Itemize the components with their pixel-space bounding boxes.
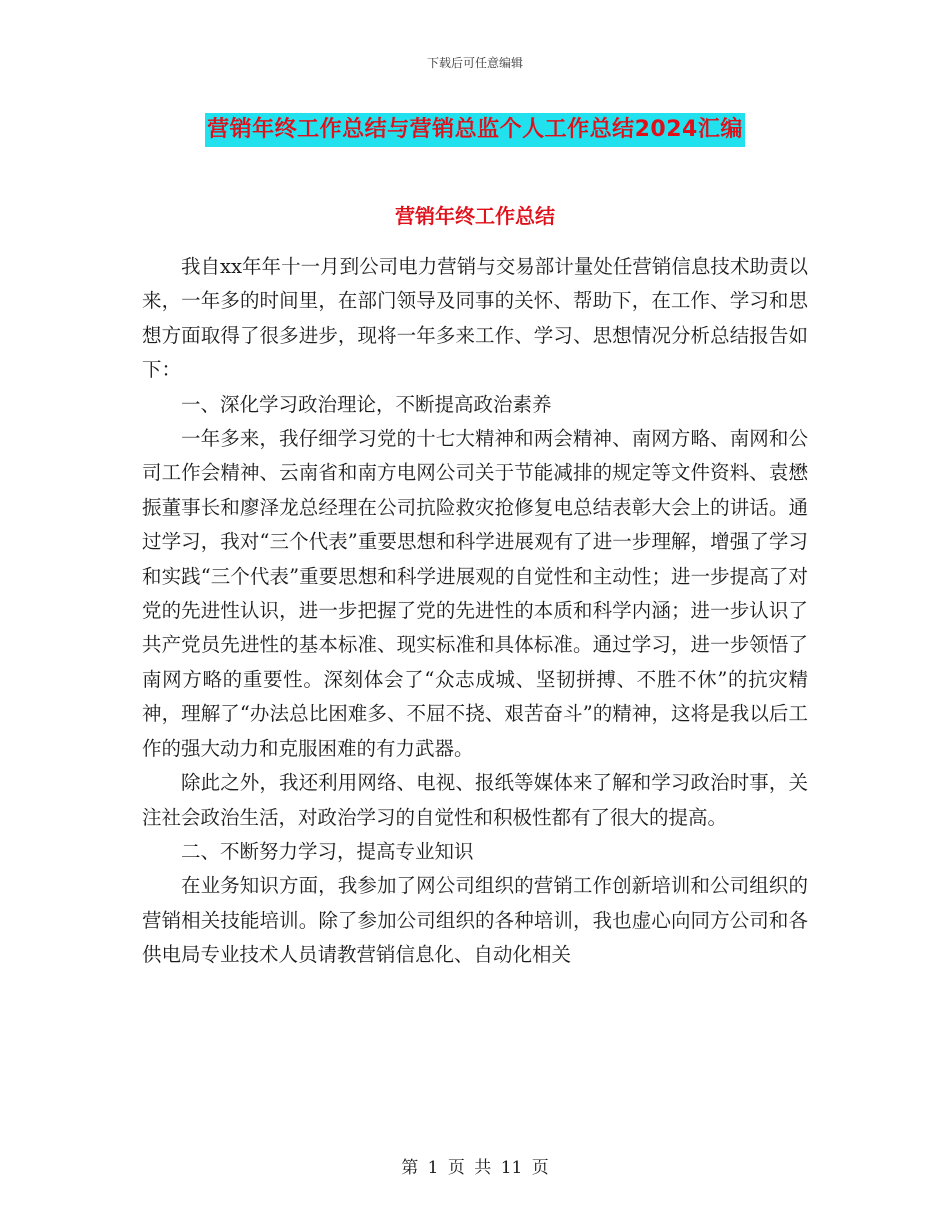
- section-title: 营销年终工作总结: [395, 204, 555, 228]
- paragraph-political-study: 一年多来，我仔细学习党的十七大精神和两会精神、南网方略、南网和公司工作会精神、云南省和南方电网公司关于节能减排的规定等文件资料、袁懋振董事长和廖泽龙总经理在公司抗险救灾抢修复电总结表彰大会上的讲话。通过学习，我对“三个代表”重要思想和科学进展观有了进一步理解，增强了学习和实践“三个代表”重要思想和科学进展观的自觉性和主动性；进一步提高了对党的先进性认识，进一步把握了党的先进性的本质和科学内涵；进一步认识了共产党员先进性的基本标准、现实标准和具体标准。通过学习，进一步领悟了南网方略的重要性。深刻体会了“众志成城、坚韧拼搏、不胜不休”的抗灾精神，理解了“办法总比困难多、不屈不挠、艰苦奋斗”的精神，这将是我以后工作的强大动力和克服困难的有力武器。: [142, 427, 808, 760]
- paragraph-intro: 我自xx年年十一月到公司电力营销与交易部计量处任营销信息技术助责以来，一年多的时间里，在部门领导及同事的关怀、帮助下，在工作、学习和思想方面取得了很多进步，现将一年多来工作、学习、思想情况分析总结报告如下：: [142, 255, 808, 382]
- heading-professional-knowledge: 二、不断努力学习，提高专业知识: [181, 839, 474, 863]
- paragraph-media-study: 除此之外，我还利用网络、电视、报纸等媒体来了解和学习政治时事，关注社会政治生活，对政治学习的自觉性和积极性都有了很大的提高。: [142, 771, 808, 829]
- page-number: 第 1 页 共 11 页: [401, 1158, 549, 1178]
- document-body: [142, 250, 808, 973]
- page-header-note: 下载后可任意编辑: [426, 56, 523, 70]
- document-title: [0, 113, 950, 147]
- document-title-text: 营销年终工作总结与营销总监个人工作总结2024汇编: [205, 113, 745, 147]
- paragraph-professional-knowledge: 在业务知识方面，我参加了网公司组织的营销工作创新培训和公司组织的营销相关技能培训。除了参加公司组织的各种培训，我也虚心向同方公司和各供电局专业技术人员请教营销信息化、自动化相关: [142, 874, 808, 967]
- heading-political-study: 一、深化学习政治理论，不断提高政治素养: [181, 392, 552, 416]
